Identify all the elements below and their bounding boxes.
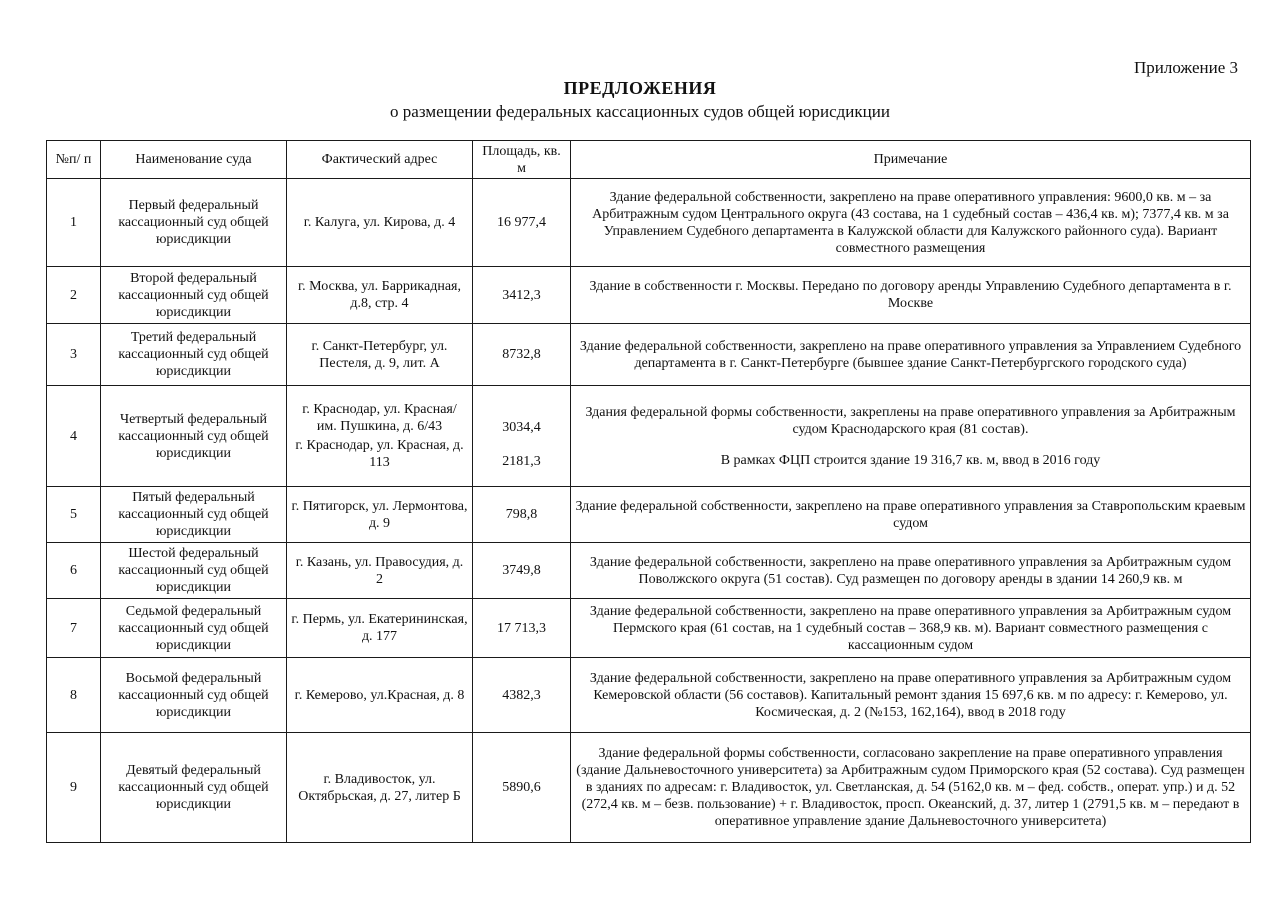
court-address: г. Владивосток, ул. Октябрьская, д. 27, литер Б: [287, 733, 473, 843]
row-number: 3: [47, 324, 101, 386]
table-row: [47, 733, 1251, 843]
table-row: [47, 543, 1251, 599]
court-note: Здание федеральной собственности, закреплено на праве оперативного управления: 9600,0 кв. м – за Арбитражным судом Центрального округа (43 состава, на 1 судебный состав – 436,4 кв. м); 7377,4 кв. м за Управлением Судебного департамента в Калужской области для Калужского районного суда). Вариант совместного размещения: [571, 179, 1251, 267]
court-area: 17 713,3: [473, 599, 571, 658]
table-row: [47, 658, 1251, 733]
court-area-secondary: 2181,3: [502, 454, 541, 469]
court-name: Пятый федеральный кассационный суд общей юрисдикции: [101, 487, 287, 543]
court-note: Здание федеральной собственности, закреплено на праве оперативного управления за Арбитражным судом Поволжского округа (51 состав). Суд размещен по договору аренды в здании 14 260,9 кв. м: [571, 543, 1251, 599]
court-address: г. Санкт-Петербург, ул. Пестеля, д. 9, лит. А: [287, 324, 473, 386]
court-address-secondary: г. Краснодар, ул. Красная, д. 113: [295, 438, 464, 470]
row-number: 6: [47, 543, 101, 599]
table-row: [47, 324, 1251, 386]
court-area: 5890,6: [473, 733, 571, 843]
court-note-group: [571, 386, 1251, 487]
court-area: 16 977,4: [473, 179, 571, 267]
document-title: ПРЕДЛОЖЕНИЯ: [563, 78, 717, 98]
court-address: г. Казань, ул. Правосудия, д. 2: [287, 543, 473, 599]
court-name: Второй федеральный кассационный суд общей юрисдикции: [101, 267, 287, 324]
court-address: г. Калуга, ул. Кирова, д. 4: [287, 179, 473, 267]
court-address: г. Москва, ул. Баррикадная, д.8, стр. 4: [287, 267, 473, 324]
row-number: 7: [47, 599, 101, 658]
court-note-secondary: В рамках ФЦП строится здание 19 316,7 кв. м, ввод в 2016 году: [720, 452, 1101, 468]
court-address: г. Кемерово, ул.Красная, д. 8: [287, 658, 473, 733]
table-row: [47, 599, 1251, 658]
court-address: г. Краснодар, ул. Красная/ им. Пушкина, д. 6/43: [302, 402, 457, 434]
column-header-area: Площадь, кв. м: [473, 141, 571, 179]
table-header-row: [47, 141, 1251, 179]
court-name: Третий федеральный кассационный суд общей юрисдикции: [101, 324, 287, 386]
row-number: 2: [47, 267, 101, 324]
column-header-address: Фактический адрес: [287, 141, 473, 179]
court-area: 8732,8: [473, 324, 571, 386]
column-header-number: №п/ п: [47, 141, 101, 179]
row-number: 4: [47, 386, 101, 487]
table-row: [47, 267, 1251, 324]
court-address: г. Пермь, ул. Екатерининская, д. 177: [287, 599, 473, 658]
court-note: Здания федеральной формы собственности, закреплены на праве оперативного управления за Арбитражным судом Краснодарского края (81 состав).: [585, 404, 1236, 437]
document-subtitle: о размещении федеральных кассационных судов общей юрисдикции: [390, 102, 890, 121]
row-number: 9: [47, 733, 101, 843]
court-area: 4382,3: [473, 658, 571, 733]
court-note: Здание федеральной собственности, закреплено на праве оперативного управления за Ставропольским краевым судом: [571, 487, 1251, 543]
court-area-group: [473, 386, 571, 487]
court-note: Здание федеральной собственности, закреплено на праве оперативного управления за Арбитражным судом Пермского края (61 состав, на 1 судебный состав – 368,9 кв. м). Вариант совместного размещения с кассационным судом: [571, 599, 1251, 658]
court-note: Здание федеральной собственности, закреплено на праве оперативного управления за Арбитражным судом Кемеровской области (56 составов). Капитальный ремонт здания 15 697,6 кв. м по адресу: г. Кемерово, ул. Космическая, д. 2 (№153, 162,164), ввод в 2018 году: [571, 658, 1251, 733]
court-area: 3412,3: [473, 267, 571, 324]
row-number: 8: [47, 658, 101, 733]
court-name: Восьмой федеральный кассационный суд общей юрисдикции: [101, 658, 287, 733]
court-note: Здание федеральной формы собственности, согласовано закрепление на праве оперативного управления (здание Дальневосточного университета) за Арбитражным судом Приморского края (52 состава). Суд размещен в зданиях по адресам: г. Владивосток, ул. Светланская, д. 54 (5162,0 кв. м – фед. собств., операт. упр.) и д. 52 (272,4 кв. м – безв. пользование) + г. Владивосток, просп. Океанский, д. 37, литер 1 (2791,5 кв. м – передают в оперативное управление здание Дальневосточного университета): [571, 733, 1251, 843]
court-address: г. Пятигорск, ул. Лермонтова, д. 9: [287, 487, 473, 543]
court-area: 3749,8: [473, 543, 571, 599]
table-row: [47, 487, 1251, 543]
column-header-note: Примечание: [571, 141, 1251, 179]
court-name: Седьмой федеральный кассационный суд общей юрисдикции: [101, 599, 287, 658]
row-number: 1: [47, 179, 101, 267]
court-name: Первый федеральный кассационный суд общей юрисдикции: [101, 179, 287, 267]
court-note: Здание федеральной собственности, закреплено на праве оперативного управления за Управлением Судебного департамента в г. Санкт-Петербурге (бывшее здание Санкт-Петербургского городского суда): [571, 324, 1251, 386]
court-note: Здание в собственности г. Москвы. Передано по договору аренды Управлению Судебного департамента в г. Москве: [571, 267, 1251, 324]
table-row: [47, 386, 1251, 487]
court-area: 798,8: [473, 487, 571, 543]
court-name: Шестой федеральный кассационный суд общей юрисдикции: [101, 543, 287, 599]
row-number: 5: [47, 487, 101, 543]
court-name: Четвертый федеральный кассационный суд общей юрисдикции: [101, 386, 287, 487]
court-area: 3034,4: [502, 420, 541, 435]
column-header-name: Наименование суда: [101, 141, 287, 179]
appendix-label: Приложение 3: [1134, 58, 1238, 77]
courts-table: [46, 140, 1251, 843]
court-address-group: [287, 386, 473, 487]
table-row: [47, 179, 1251, 267]
court-name: Девятый федеральный кассационный суд общей юрисдикции: [101, 733, 287, 843]
